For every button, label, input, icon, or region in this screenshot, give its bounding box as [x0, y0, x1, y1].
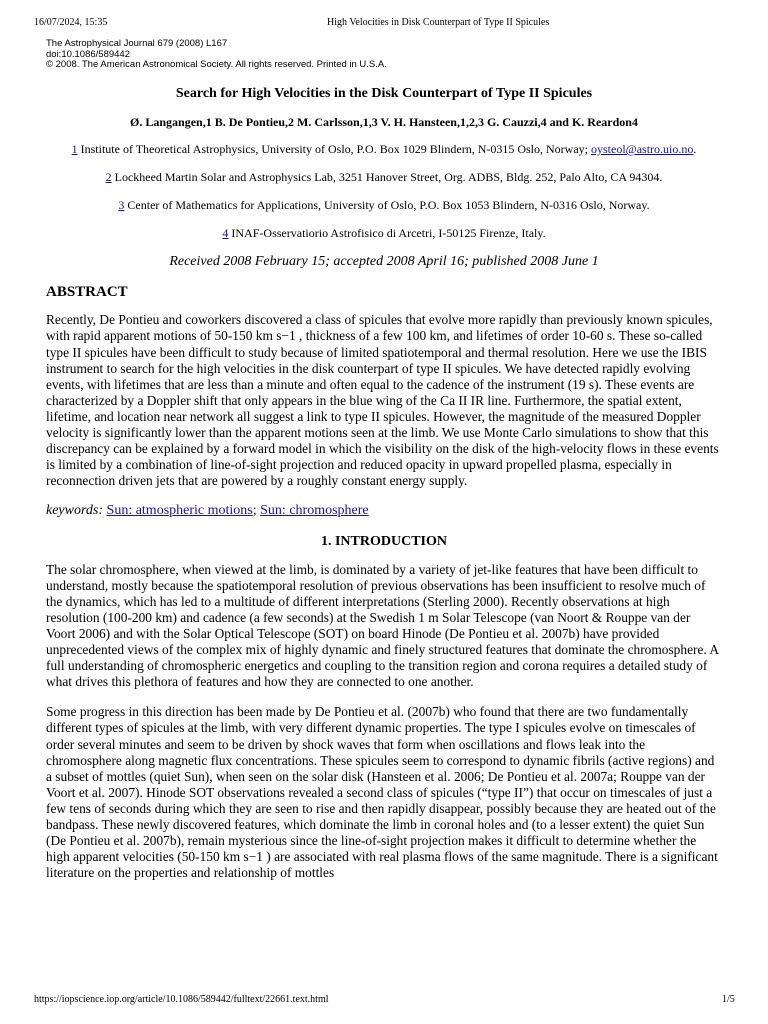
article — [46, 84, 722, 895]
affiliation-2-number[interactable]: 2 — [105, 170, 112, 185]
affiliation-1-text: Institute of Theoretical Astrophysics, University of Oslo, P.O. Box 1029 Blindern, N-0315 Oslo, Norway; — [80, 142, 589, 157]
affiliation-2-text: Lockheed Martin Solar and Astrophysics Lab, 3251 Hanover Street, Org. ADBS, Bldg. 252, Palo Alto, CA 94304. — [114, 170, 663, 185]
affiliation-3-number[interactable]: 3 — [118, 198, 125, 213]
paper-title: Search for High Velocities in the Disk Counterpart of Type II Spicules — [175, 86, 593, 101]
author-list: Ø. Langangen,1 B. De Pontieu,2 M. Carlsson,1,3 V. H. Hansteen,1,2,3 G. Cauzzi,4 and K. Reardon4 — [130, 115, 638, 130]
keywords-label: keywords: — [46, 503, 104, 519]
doi: doi:10.1086/589442 — [46, 48, 130, 60]
journal-meta — [46, 39, 387, 71]
affiliation-1-number[interactable]: 1 — [71, 142, 78, 157]
keyword-link-1[interactable]: Sun: atmospheric motions — [106, 503, 253, 519]
journal-citation: The Astrophysical Journal 679 (2008) L167 — [46, 38, 228, 49]
affiliation-3 — [46, 198, 722, 212]
print-url: https://iopscience.iop.org/article/10.1086/589442/fulltext/22661.text.html — [34, 994, 329, 1005]
received-dates: Received 2008 February 15; accepted 2008 April 16; published 2008 June 1 — [169, 254, 599, 270]
affiliation-4-text: INAF-Osservatiorio Astrofisico di Arcetri, I-50125 Firenze, Italy. — [231, 226, 546, 241]
author-email-link[interactable]: oysteol@astro.uio.no — [591, 142, 694, 157]
abstract-text: Recently, De Pontieu and coworkers discovered a class of spicules that evolve more rapidly than previously known spicules, with rapid apparent motions of 50-150 km s−1 , thickness of a few 100 km, and lifetimes of order 10-60 s. These so-called type II spicules have been difficult to study because of limited spatiotemporal and thermal resolution. Here we use the IBIS instrument to search for the high velocities in the disk counterpart of type II spicules. We have detected rapidly evolving events, with lifetimes that are less than a minute and often equal to the cadence of the instrument (19 s). These events are characterized by a Doppler shift that only appears in the blue wing of the Ca II IR line. Furthermore, the spatial extent, lifetime, and location near network all suggest a link to type II spicules. However, the magnitude of the measured Doppler velocity is significantly lower than the apparent motions seen at the limb. We use Monte Carlo simulations to show that this discrepancy can be explained by a forward model in which the visibility on the disk of the high-velocity flows in these events is limited by a combination of line-of-sight projection and reduced opacity in upward propelled plasma, especially in reconnection driven jets that are powered by a roughly constant energy supply. — [46, 312, 719, 489]
print-page-count: 1/5 — [722, 994, 735, 1005]
affiliation-4-number[interactable]: 4 — [222, 226, 229, 241]
abstract-heading: ABSTRACT — [46, 284, 128, 301]
keyword-separator: ; — [252, 503, 257, 519]
affiliation-2 — [46, 170, 722, 184]
print-page-title: High Velocities in Disk Counterpart of Type II Spicules — [327, 17, 550, 28]
affiliation-4 — [46, 226, 722, 240]
affiliation-3-text: Center of Mathematics for Applications, University of Oslo, P.O. Box 1053 Blindern, N-0316 Oslo, Norway. — [127, 198, 650, 213]
keywords — [46, 503, 722, 519]
print-date: 16/07/2024, 15:35 — [34, 17, 108, 28]
affiliation-1: 1 Institute of Theoretical Astrophysics, University of Oslo, P.O. Box 1029 Blindern, N-0315 Oslo, Norway; oysteol@astro.uio.no. — [71, 142, 697, 157]
section-heading-introduction: 1. INTRODUCTION — [320, 533, 447, 549]
intro-paragraph-1: The solar chromosphere, when viewed at the limb, is dominated by a variety of jet-like features that have been difficult to understand, mostly because the spatiotemporal resolution of previous observations has been insufficient to resolve much of the dynamics, which has led to a multitude of different interpretations (Sterling 2000). Recently observations at high resolution (100-200 km) and cadence (a few seconds) at the Swedish 1 m Solar Telescope (van Noort & Rouppe van der Voort 2006) and with the Solar Optical Telescope (SOT) on board Hinode (De Pontieu et al. 2007b) have provided unprecedented views of the complex mix of highly dynamic and finely structured features that dominate the chromosphere. A full understanding of chromospheric energetics and coupling to the transition region and corona requires a detailed study of what drives this plethora of features and how they are connected to one another. — [46, 561, 719, 690]
copyright: © 2008. The American Astronomical Society. All rights reserved. Printed in U.S.A. — [46, 59, 387, 70]
keyword-link-2[interactable]: Sun: chromosphere — [260, 503, 369, 519]
intro-paragraph-2: Some progress in this direction has been made by De Pontieu et al. (2007b) who found that there are two fundamentally different types of spicules at the limb, with very different dynamic properties. The type I spicules evolve on timescales of order several minutes and seem to be driven by shock waves that form when oscillations and flows leak into the chromosphere along magnetic flux concentrations. These spicules seem to correspond to dynamic fibrils (active regions) and a subset of mottles (quiet Sun), when seen on the solar disk (Hansteen et al. 2006; De Pontieu et al. 2007a; Rouppe van der Voort et al. 2007). Hinode SOT observations revealed a second class of spicules (“type II”) that occur on timescales of just a few tens of seconds during which they are seen to rise and then rapidly disappear, possibly because they are heated out of the bandpass. These newly discovered features, which dominate the limb in coronal holes and (to a lesser extent) the quiet Sun (De Pontieu et al. 2007b), remain mysterious since the line-of-sight projection makes it difficult to determine whether the high apparent velocities (50-150 km s−1 ) are associated with real plasma flows of the same magnitude. There is a significant literature on the properties and relationship of mottles — [46, 704, 718, 881]
